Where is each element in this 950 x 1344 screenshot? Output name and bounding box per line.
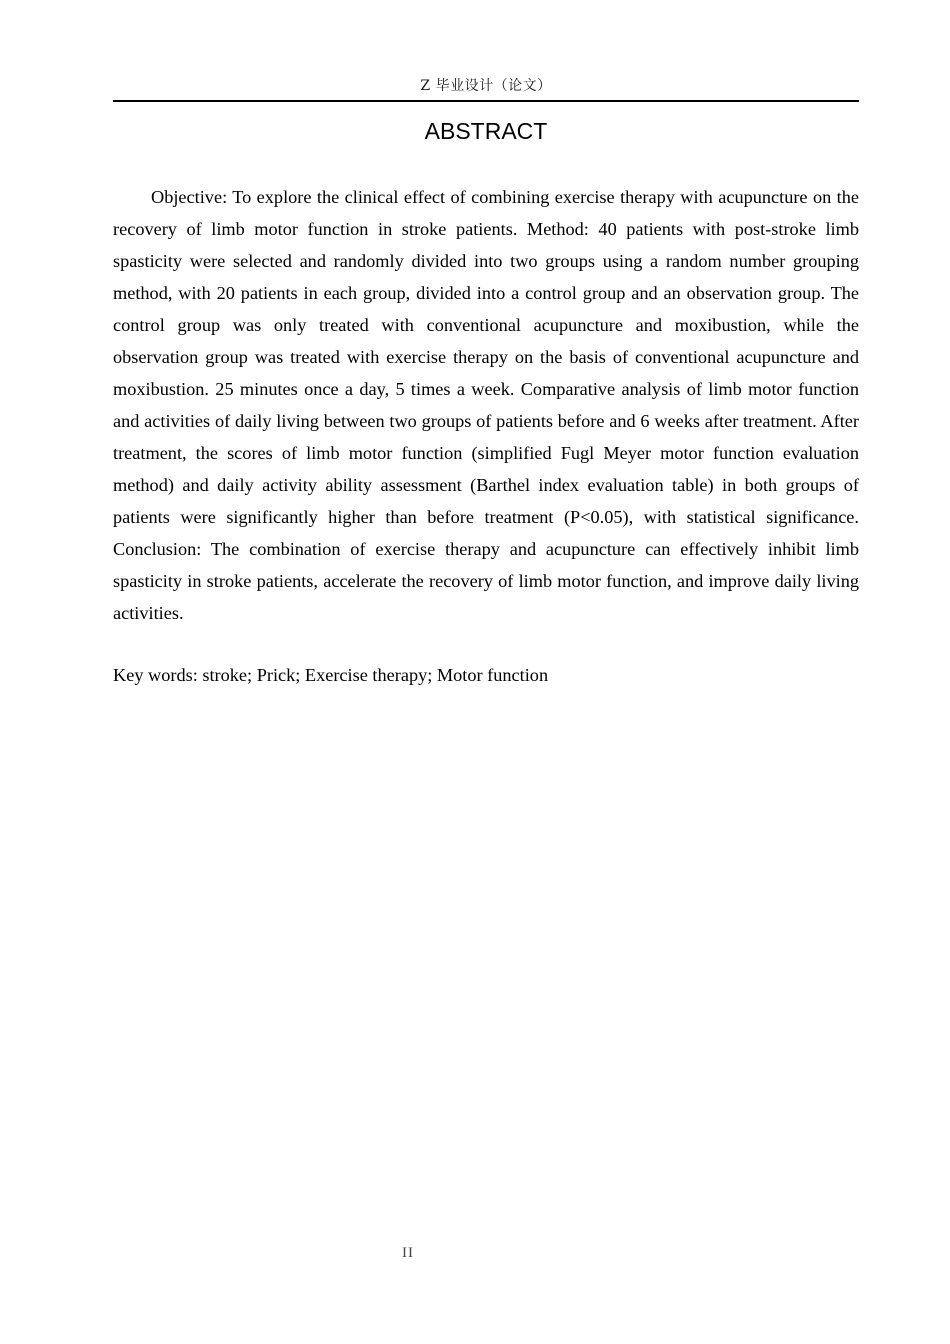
- running-header: Z 毕业设计（论文）: [420, 78, 552, 94]
- keywords: Key words: stroke; Prick; Exercise therapy; Motor function: [113, 665, 549, 685]
- abstract-body: Objective: To explore the clinical effect of combining exercise therapy with acupuncture on the recovery of limb motor function in stroke patients. Method: 40 patients with post-stroke limb spasticity were selected and randomly divided into two groups using a random number grouping method, with 20 patients in each group, divided into a control group and an observation group. The control group was only treated with conventional acupuncture and moxibustion, while the observation group was treated with exercise therapy on the basis of conventional acupuncture and moxibustion. 25 minutes once a day, 5 times a week. Comparative analysis of limb motor function and activities of daily living between two groups of patients before and 6 weeks after treatment. After treatment, the scores of limb motor function (simplified Fugl Meyer motor function evaluation method) and daily activity ability assessment (Barthel index evaluation table) in both groups of patients were significantly higher than before treatment (P<0.05), with statistical significance. Conclusion: The combination of exercise therapy and acupuncture can effectively inhibit limb spasticity in stroke patients, accelerate the recovery of limb motor function, and improve daily living activities.: [113, 187, 859, 623]
- header-rule: [113, 100, 859, 102]
- abstract-title: ABSTRACT: [424, 118, 548, 144]
- page-number: II: [402, 1245, 414, 1261]
